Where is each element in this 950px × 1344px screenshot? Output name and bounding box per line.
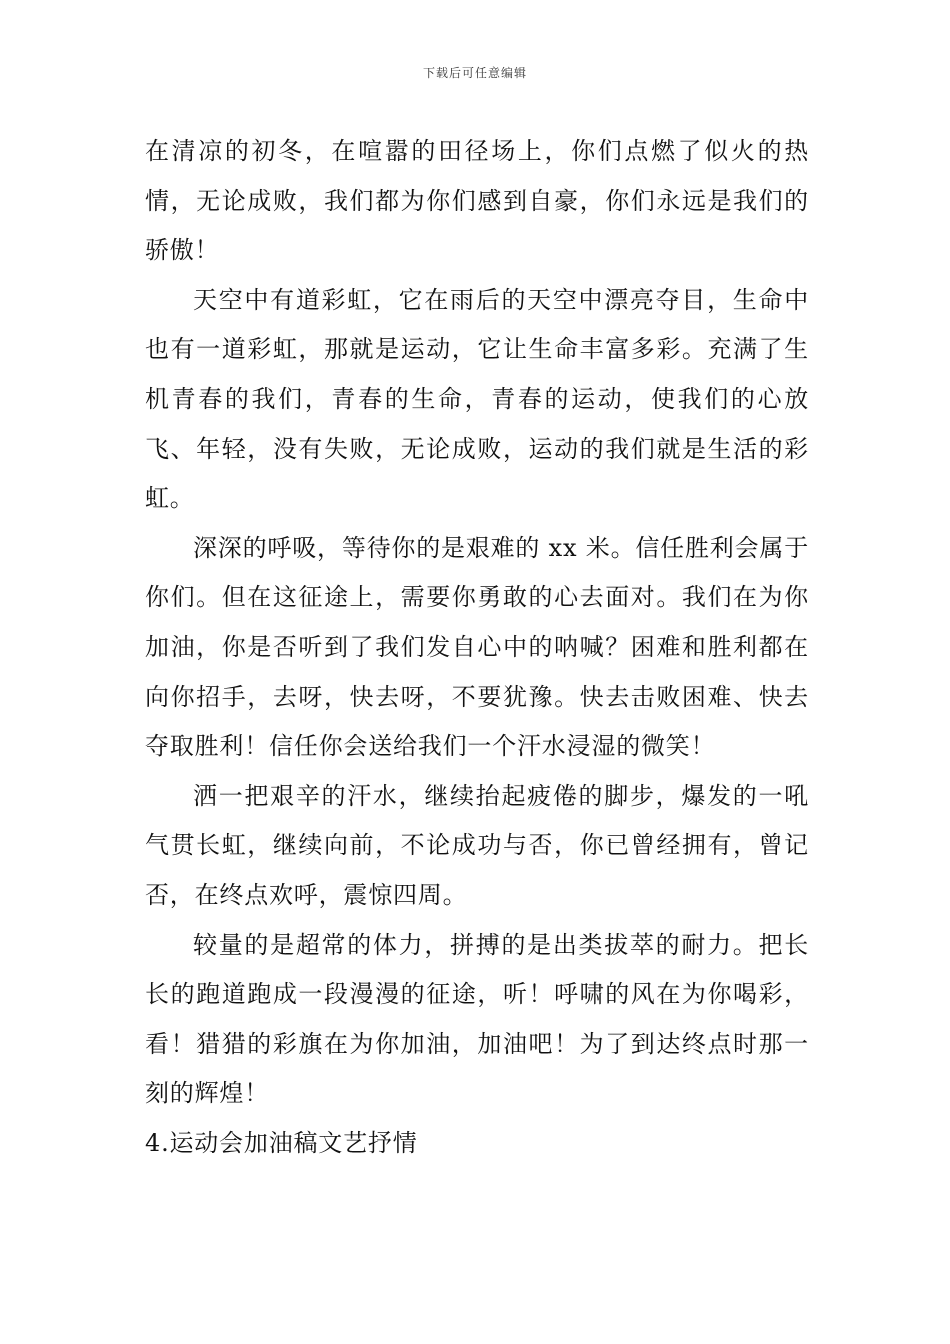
- page-header: 下载后可任意编辑: [422, 66, 527, 80]
- section-heading: 4.运动会加油稿文艺抒情: [145, 1128, 418, 1157]
- paragraph: 深深的呼吸，等待你的是艰难的 xx 米。信任胜利会属于你们。但在这征途上，需要你勇敢的心去面对。我们在为你加油，你是否听到了我们发自心中的呐喊？困难和胜利都在向你招手，去呀，快去呀，不要犹豫。快去击败困难、快去夺取胜利！信任你会送给我们一个汗水浸湿的微笑！: [145, 533, 809, 761]
- paragraph: 较量的是超常的体力，拼搏的是出类拔萃的耐力。把长长的跑道跑成一段漫漫的征途，听！呼啸的风在为你喝彩，看！猎猎的彩旗在为你加油，加油吧！为了到达终点时那一刻的辉煌！: [145, 930, 809, 1108]
- paragraph: 在清凉的初冬，在喧嚣的田径场上，你们点燃了似火的热情，无论成败，我们都为你们感到自豪，你们永远是我们的骄傲！: [145, 137, 809, 265]
- document-body: [145, 127, 809, 1168]
- paragraph: 洒一把艰辛的汗水，继续抬起疲倦的脚步，爆发的一吼气贯长虹，继续向前，不论成功与否，你已曾经拥有，曾记否，在终点欢呼，震惊四周。: [145, 781, 809, 909]
- paragraph: 天空中有道彩虹，它在雨后的天空中漂亮夺目，生命中也有一道彩虹，那就是运动，它让生命丰富多彩。充满了生机青春的我们，青春的生命，青春的运动，使我们的心放飞、年轻，没有失败，无论成败，运动的我们就是生活的彩虹。: [145, 285, 809, 513]
